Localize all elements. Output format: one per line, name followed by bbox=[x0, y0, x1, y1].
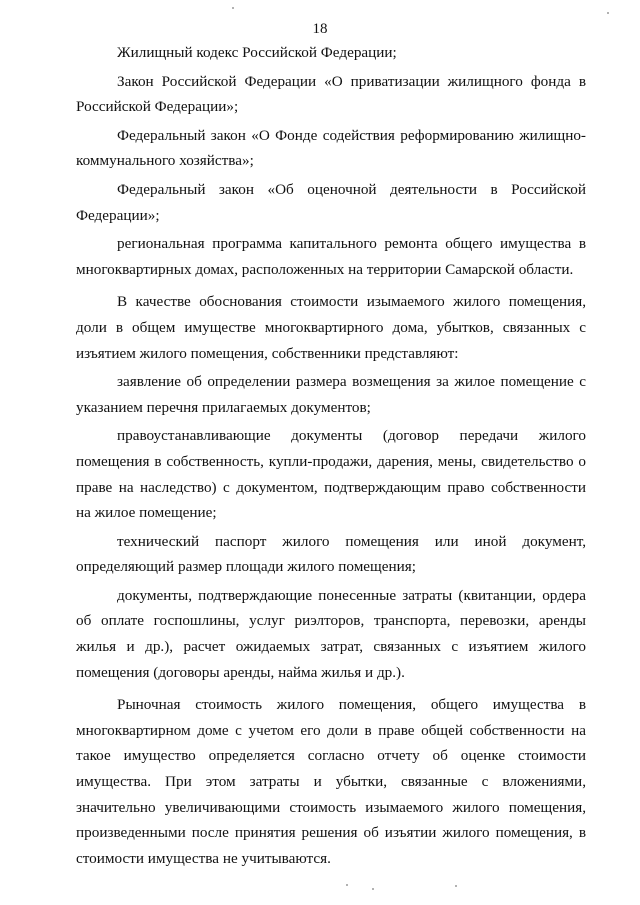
scan-speck bbox=[607, 12, 609, 14]
paragraph-expense-documents: документы, подтверждающие понесенные затраты (квитанции, ордера об оплате госпошлины, услуг риэлторов, транспорта, перевозки, аренды жилья и др.), расчет ожидаемых затрат, связанных с изъятием жилого помещения (договоры аренды, найма жилья и др.). bbox=[76, 586, 586, 681]
scan-speck bbox=[232, 7, 234, 9]
scan-speck bbox=[346, 884, 348, 886]
scan-speck bbox=[372, 888, 374, 890]
page-number: 18 bbox=[312, 21, 328, 37]
paragraph-technical-passport: технический паспорт жилого помещения или иной документ, определяющий размер площади жилого помещения; bbox=[76, 532, 586, 576]
paragraph-regional-program: региональная программа капитального ремонта общего имущества в многоквартирных домах, расположенных на территории Самарской области. bbox=[76, 235, 586, 278]
paragraph-valuation-law: Федеральный закон «Об оценочной деятельности в Российской Федерации»; bbox=[76, 180, 586, 224]
paragraph-market-value: Рыночная стоимость жилого помещения, общего имущества в многоквартирном доме с учетом его доли в праве общей собственности на такое имущество определяется согласно отчету об оценке стоимости имущества. При этом затраты и убытки, связанные с вложениями, значительно увеличивающими стоимость изымаемого жилого помещения, произведенными после принятия решения об изъятии жилого помещения, в стоимости имущества не учитываются. bbox=[76, 696, 586, 867]
paragraph-housing-code: Жилищный кодекс Российской Федерации; bbox=[117, 44, 397, 61]
document-body bbox=[76, 40, 586, 874]
paragraph-reform-fund-law: Федеральный закон «О Фонде содействия реформированию жилищно-коммунального хозяйства»; bbox=[76, 126, 586, 170]
paragraph-title-documents: правоустанавливающие документы (договор передачи жилого помещения в собственность, купли-продажи, дарения, мены, свидетельство о праве на наследство) с документом, подтверждающим право собственности на жилое помещение; bbox=[76, 427, 586, 522]
paragraph-privatization-law: Закон Российской Федерации «О приватизации жилищного фонда в Российской Федерации»; bbox=[76, 72, 586, 116]
paragraph-justification-intro: В качестве обоснования стоимости изымаемого жилого помещения, доли в общем имуществе многоквартирного дома, убытков, связанных с изъятием жилого помещения, собственники представляют: bbox=[76, 293, 586, 362]
scan-speck bbox=[455, 885, 457, 887]
paragraph-compensation-application: заявление об определении размера возмещения за жилое помещение с указанием перечня прилагаемых документов; bbox=[76, 373, 586, 416]
